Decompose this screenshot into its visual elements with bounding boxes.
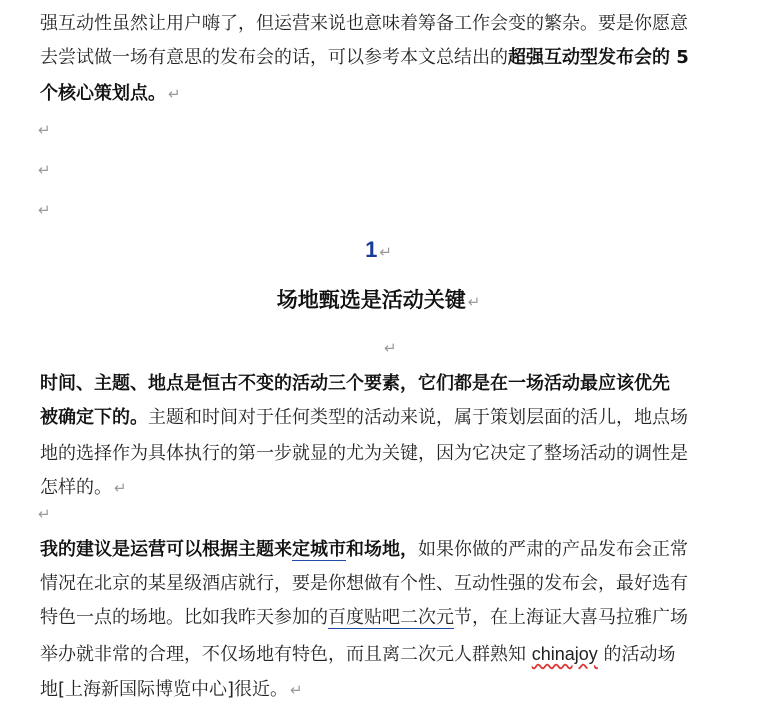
para2-text-4a: 举办就非常的合理，不仅场地有特色，而且离二次元人群熟知 <box>40 644 532 665</box>
intro-bold-3: 个核心策划点。 <box>40 83 166 104</box>
section-heading-line <box>0 286 757 316</box>
para2-text-3a: 特色一点的场地。比如我昨天参加的 <box>40 607 328 628</box>
intro-text-1: 强互动性虽然让用户嗨了，但运营来说也意味着筹备工作会变的繁杂。要是你愿意 <box>40 13 688 34</box>
para1-bold-1: 时间、主题、地点是恒古不变的活动三个要素，它们都是在一场活动最应该优先 <box>40 373 670 394</box>
paragraph-mark-icon: ↵ <box>384 339 397 357</box>
paragraph-mark-icon: ↵ <box>38 121 51 139</box>
intro-bold-2: 超强互动型发布会的 5 <box>508 47 689 68</box>
para2-text-2: 情况在北京的某星级酒店就行，要是你想做有个性、互动性强的发布会，最好选有 <box>40 573 688 594</box>
para2-line-3 <box>40 606 730 630</box>
para2-line-4 <box>40 642 730 667</box>
paragraph-mark-icon: ↵ <box>379 243 392 261</box>
para2-bold-1a: 我的建议是运营可以根据主题来 <box>40 539 292 560</box>
intro-text-2: 去尝试做一场有意思的发布会的话，可以参考本文总结出的 <box>40 47 508 68</box>
paragraph-mark-icon: ↵ <box>38 201 51 219</box>
paragraph-mark-icon: ↵ <box>290 681 303 699</box>
para2-text-5: 地[上海新国际博览中心]很近。 <box>40 679 289 700</box>
paragraph-mark-icon: ↵ <box>38 505 51 523</box>
intro-line-2 <box>40 46 730 70</box>
para1-text-3: 地的选择作为具体执行的第一步就显的尤为关键，因为它决定了整场活动的调性是 <box>40 443 688 464</box>
para1-text-4: 怎样的。 <box>40 477 112 498</box>
para1-line-2 <box>40 406 730 430</box>
paragraph-mark-icon: ↵ <box>467 293 481 311</box>
section-heading: 场地甄选是活动关键 <box>276 288 466 312</box>
para2-text-1: 如果你做的严肃的产品发布会正常 <box>418 539 688 560</box>
intro-line-1 <box>40 12 730 36</box>
intro-line-3 <box>40 82 730 106</box>
spellcheck-word[interactable]: chinajoy <box>531 644 598 664</box>
para1-bold-2: 被确定下的。 <box>40 407 148 428</box>
para2-line-1 <box>40 538 730 562</box>
para1-line-4 <box>40 476 730 500</box>
section-number: 1 <box>365 237 378 262</box>
para1-line-1 <box>40 372 730 396</box>
paragraph-mark-icon: ↵ <box>38 161 51 179</box>
paragraph-mark-icon: ↵ <box>114 479 127 497</box>
para1-line-3 <box>40 442 730 466</box>
section-number-line <box>0 236 757 266</box>
para2-line-5 <box>40 678 730 702</box>
para2-text-4b: 的活动场 <box>597 644 676 665</box>
para1-text-2: 主题和时间对于任何类型的活动来说，属于策划层面的活儿，地点场 <box>148 407 688 428</box>
para2-line-2 <box>40 572 730 596</box>
para2-bold-1c: 和场地， <box>346 539 418 560</box>
para2-underlined-city: 定城市 <box>292 539 346 560</box>
baidu-tieba-link[interactable]: 百度贴吧二次元 <box>328 607 454 628</box>
paragraph-mark-icon: ↵ <box>168 85 181 103</box>
para2-text-3b: 节，在上海证大喜马拉雅广场 <box>454 607 688 628</box>
